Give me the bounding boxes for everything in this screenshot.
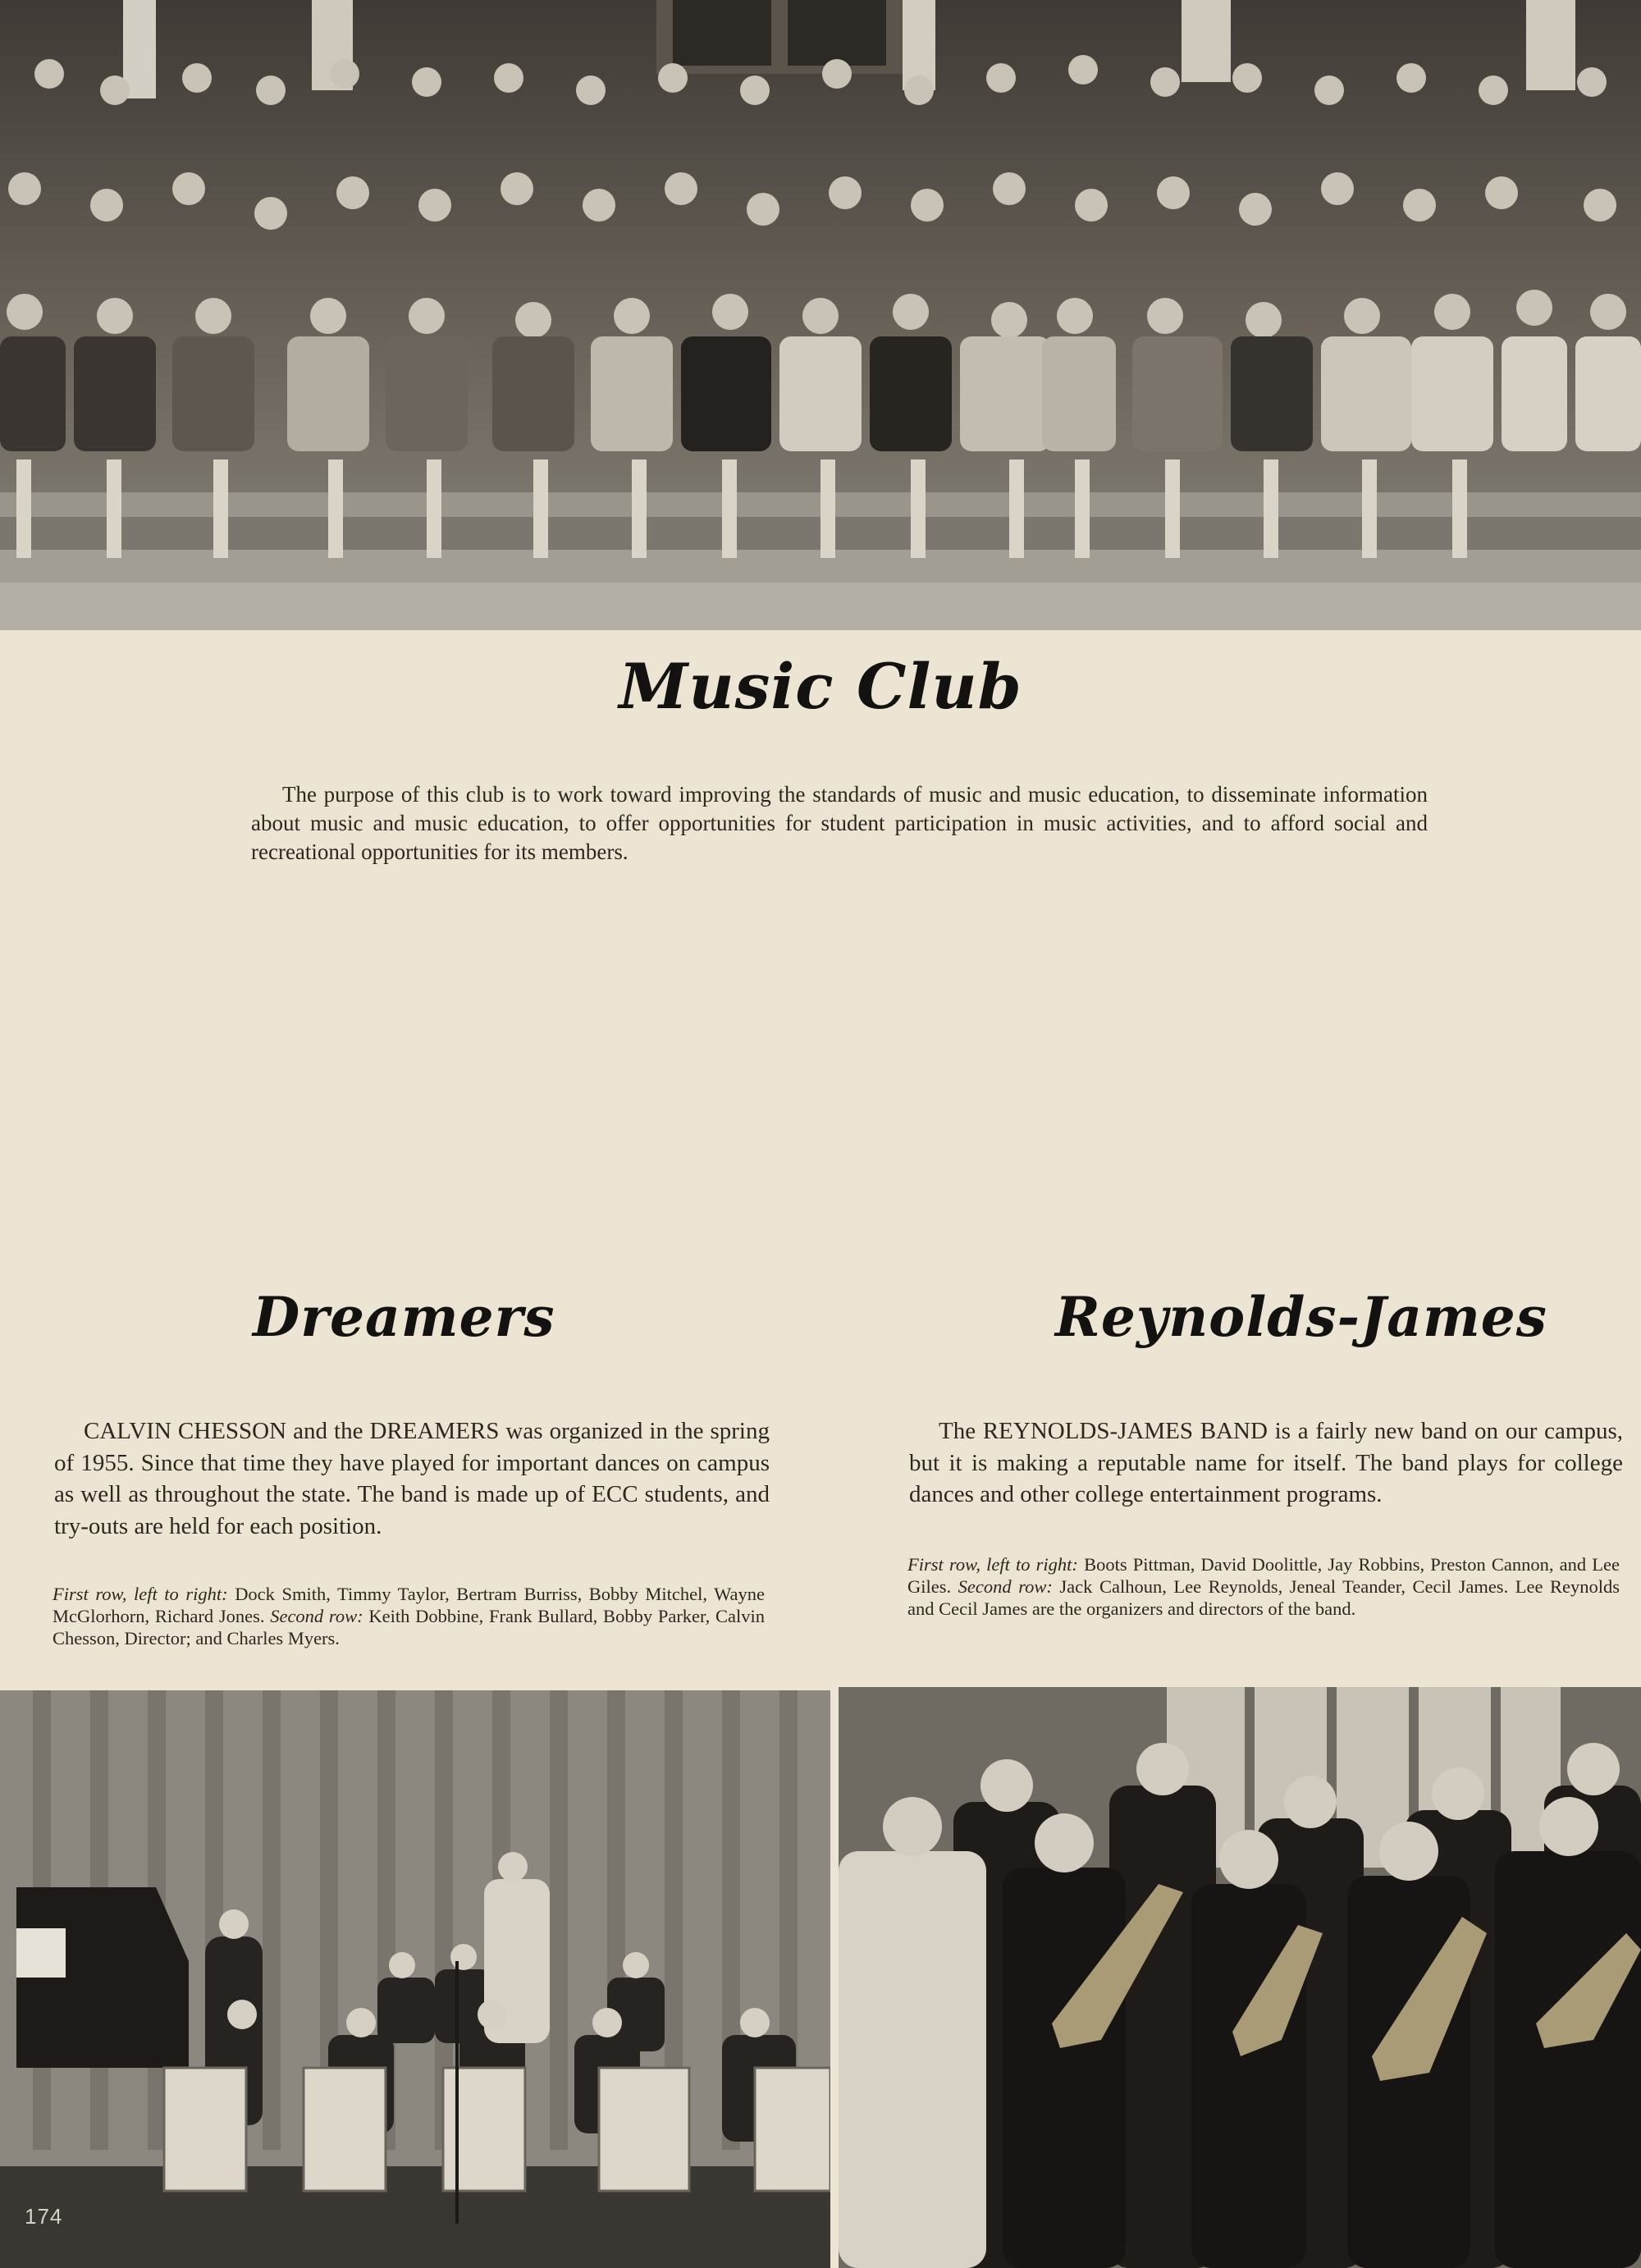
- music-club-photo-illustration: [0, 0, 1641, 630]
- page-number: 174: [25, 2204, 63, 2229]
- reynolds-james-title: Reynolds-James: [1055, 1285, 1547, 1349]
- dreamers-description: CALVIN CHESSON and the DREAMERS was organized in the spring of 1955. Since that time they have played for important dances on campus as well as throughout the state. The band is made up of ECC students, and try-outs are held for each position.: [54, 1418, 770, 1539]
- dreamers-title: Dreamers: [253, 1285, 555, 1349]
- reynolds-james-photo-illustration: [839, 1687, 1641, 2268]
- music-club-group-photo: [0, 0, 1641, 630]
- reynolds-caption-first-label: First row, left to right:: [907, 1553, 1078, 1575]
- dreamers-caption-first-names: Dock Smith, Timmy Taylor, Bertram Burriss, Bobby Mitchel, Wayne McGlorhorn, Richard Jones.: [53, 1583, 766, 1626]
- music-club-description: The purpose of this club is to work toward improving the standards of music and music education, to disseminate information about music and music education, to offer opportunities for student participation in music activities, and to afford social and recreational opportunities for its members.: [251, 782, 1428, 864]
- dreamers-band-photo: [0, 1690, 830, 2268]
- reynolds-caption-second-names: Jack Calhoun, Lee Reynolds, Jeneal Teander, Cecil James. Lee Reynolds and Cecil James are the organizers and directors of the band.: [907, 1575, 1620, 1619]
- reynolds-james-caption: [907, 1553, 1620, 1620]
- dreamers-photo-illustration: [0, 1690, 830, 2268]
- dreamers-caption-first-label: First row, left to right:: [53, 1583, 228, 1604]
- dreamers-caption-second-names: Keith Dobbine, Frank Bullard, Bobby Parker, Calvin Chesson, Director; and Charles Myers.: [53, 1605, 766, 1648]
- reynolds-caption-first-names: Boots Pittman, David Doolittle, Jay Robbins, Preston Cannon, and Lee Giles.: [907, 1553, 1620, 1597]
- reynolds-james-band-photo: [839, 1687, 1641, 2268]
- music-club-title: Music Club: [619, 650, 1022, 723]
- reynolds-james-description: The REYNOLDS-JAMES BAND is a fairly new band on our campus, but it is making a reputable name for itself. The band plays for college dances and other college entertainment programs.: [909, 1418, 1623, 1507]
- reynolds-caption-second-label: Second row:: [958, 1575, 1053, 1597]
- dreamers-caption: [53, 1583, 765, 1649]
- dreamers-caption-second-label: Second row:: [270, 1605, 363, 1626]
